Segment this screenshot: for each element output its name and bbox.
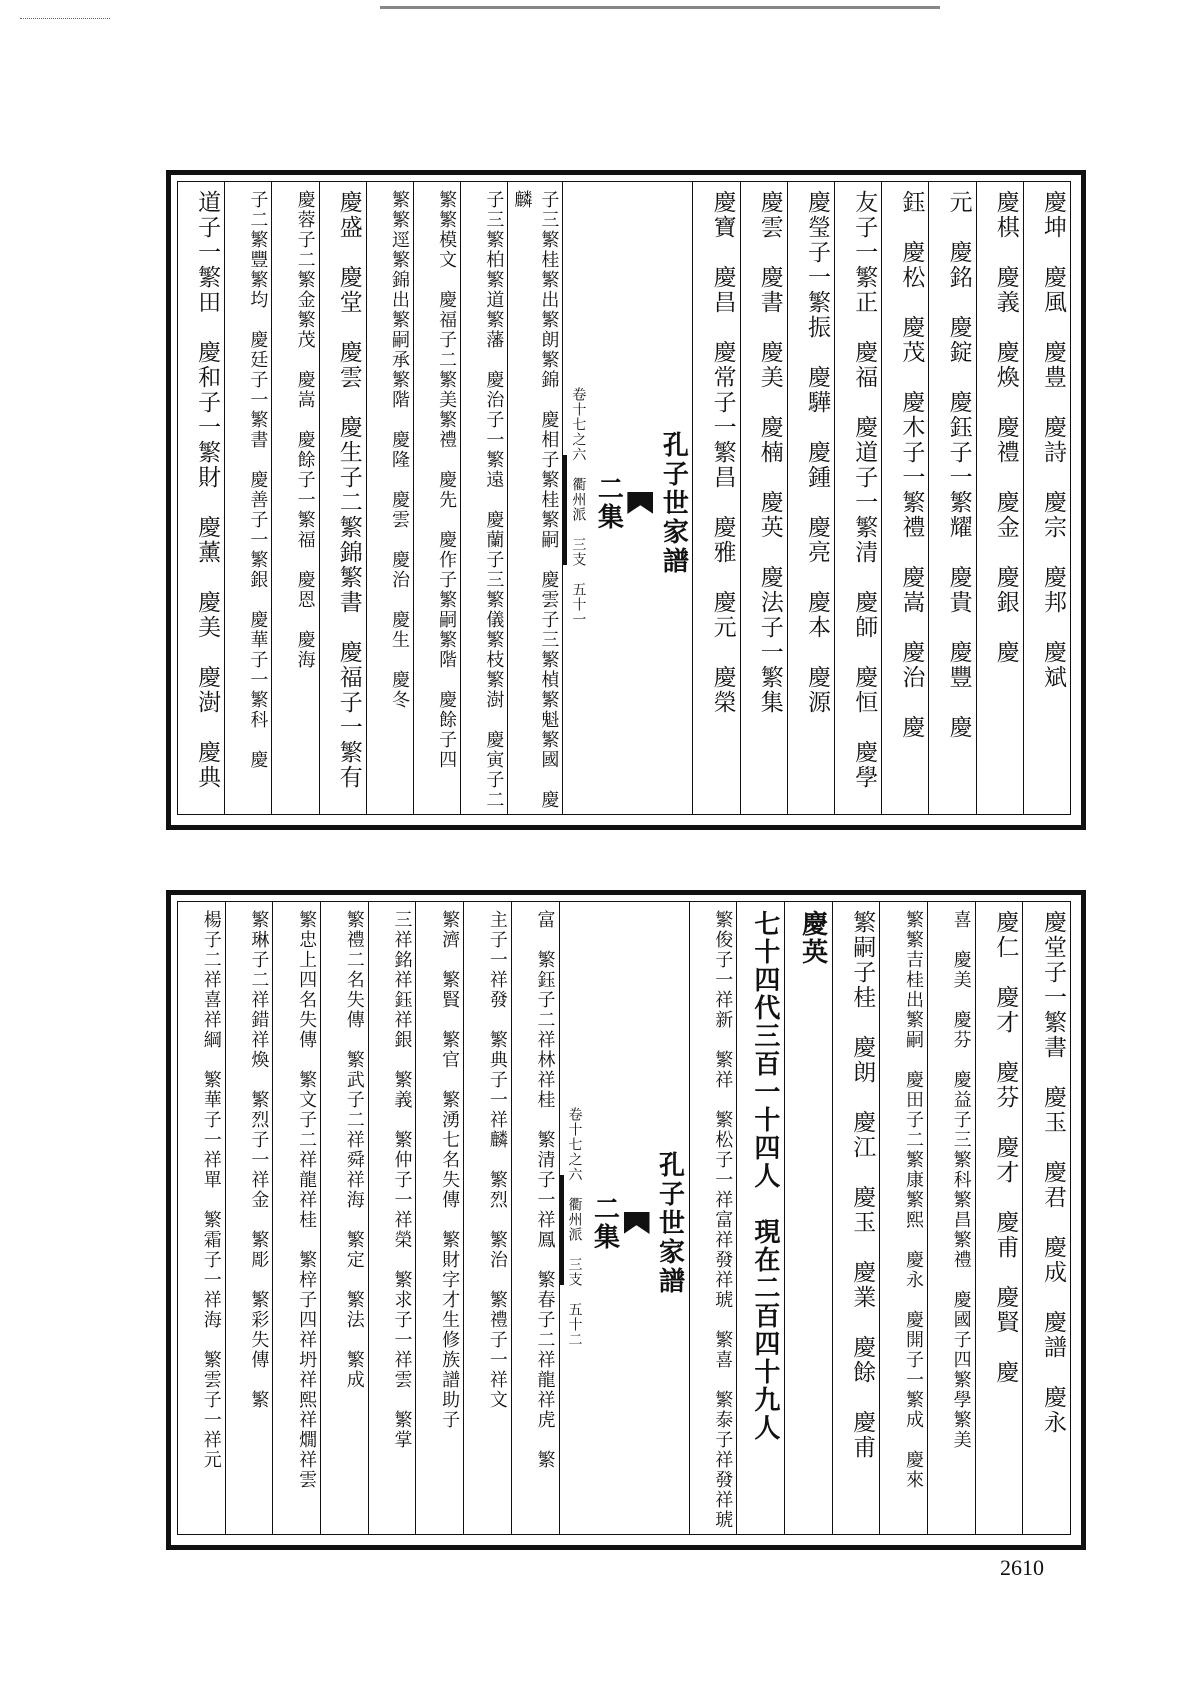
section-label: 卷十七之六 衢州派 三支 五十一 xyxy=(570,387,587,627)
text-column: 繁繁模文 慶福子二繁美繁禮 慶先 慶作子繁嗣繁階 慶餘子四 xyxy=(413,182,460,814)
text-column: 慶坤 慶風 慶豊 慶詩 慶宗 慶邦 慶斌 xyxy=(1023,182,1070,814)
text-column: 子三繁柏繁道繁藩 慶治子一繁遠 慶蘭子三繁儀繁枝繁澍 慶寅子二 xyxy=(460,182,507,814)
center-title-column xyxy=(559,902,689,1534)
fishtail-mark-icon xyxy=(624,1212,650,1234)
generation-heading: 七十四代三百一十四人 現在二百四十九人 xyxy=(736,902,784,1534)
page-inner-frame xyxy=(177,901,1071,1535)
section-label: 卷十七之六 衢州派 三支 五十二 xyxy=(566,1107,583,1347)
volume-label: 二集 xyxy=(589,1195,620,1251)
text-column: 子二繁豐繁均 慶廷子一繁書 慶善子一繁銀 慶華子一繁科 慶 xyxy=(224,182,271,814)
text-column: 繁繁吉桂出繁嗣 慶田子二繁康繁熙 慶永 慶開子一繁成 慶來 xyxy=(879,902,927,1534)
center-bar xyxy=(560,1175,564,1285)
text-column: 富 繁鈺子二祥林祥桂 繁清子一祥鳳 繁春子二祥龍祥虎 繁 xyxy=(511,902,559,1534)
text-column: 繁嗣子桂 慶朗 慶江 慶玉 慶業 慶餘 慶甫 xyxy=(832,902,880,1534)
text-column: 繁繁逕繁錦出繁嗣承繁階 慶隆 慶雲 慶治 慶生 慶冬 xyxy=(366,182,413,814)
text-column: 繁琳子二祥錯祥煥 繁烈子一祥金 繁彫 繁彩失傳 繁 xyxy=(225,902,273,1534)
text-column: 友子一繁正 慶福 慶道子一繁清 慶師 慶恒 慶學 xyxy=(834,182,881,814)
text-column: 鈺 慶松 慶茂 慶木子一繁禮 慶嵩 慶治 慶 xyxy=(881,182,928,814)
fishtail-mark-icon xyxy=(627,492,653,514)
center-bar xyxy=(563,455,567,565)
top-edge-marks xyxy=(380,6,940,17)
text-column: 慶盛 慶堂 慶雲 慶生子二繁錦繁書 慶福子一繁有 xyxy=(319,182,366,814)
text-column: 慶棋 慶義 慶煥 慶禮 慶金 慶銀 慶 xyxy=(976,182,1023,814)
text-column: 慶雲 慶書 慶美 慶楠 慶英 慶法子一繁集 xyxy=(740,182,787,814)
text-column: 慶堂子一繁書 慶玉 慶君 慶成 慶譜 慶永 xyxy=(1022,902,1070,1534)
text-column: 繁俊子一祥新 繁祥 繁松子一祥富祥發祥琥 繁喜 繁泰子祥發祥琥 xyxy=(689,902,737,1534)
text-column: 慶蓉子二繁金繁茂 慶嵩 慶餘子一繁福 慶恩 慶海 xyxy=(271,182,318,814)
page-number: 2610 xyxy=(1000,1555,1044,1580)
text-column: 楊子二祥喜祥綱 繁華子一祥單 繁霜子一祥海 繁雲子一祥元 xyxy=(200,910,222,1470)
text-column: 繁忠上四名失傳 繁文子二祥龍祥桂 繁梓子四祥坍祥熙祥燗祥雲 xyxy=(272,902,320,1534)
text-column: 喜 慶美 慶芬 慶益子三繁科繁昌繁禮 慶國子四繁學繁美 xyxy=(927,902,975,1534)
text-column: 慶英 xyxy=(784,902,832,1534)
text-column: 慶寶 慶昌 慶常子一繁昌 慶雅 慶元 慶榮 xyxy=(692,182,739,814)
text-column: 慶瑩子一繁振 慶驊 慶鍾 慶亮 慶本 慶源 xyxy=(787,182,834,814)
page-inner-frame xyxy=(177,181,1071,815)
text-column: 子三繁桂繁出繁朗繁錦 慶相子繁桂繁嗣 慶雲子三繁楨繁魁繁國 慶麟 xyxy=(507,182,562,814)
text-column: 主子一祥發 繁典子一祥麟 繁烈 繁治 繁禮子一祥文 xyxy=(463,902,511,1534)
text-column: 繁禮二名失傳 繁武子二祥舜祥海 繁定 繁法 繁成 xyxy=(320,902,368,1534)
genealogy-page-51 xyxy=(166,170,1086,830)
top-dotted-mark xyxy=(20,18,110,20)
text-column: 元 慶銘 慶錠 慶鈺子一繁耀 慶貴 慶豐 慶 xyxy=(928,182,975,814)
volume-label: 二集 xyxy=(593,475,624,531)
center-title-column xyxy=(562,182,692,814)
text-column: 三祥銘祥鈺祥銀 繁義 繁仲子一祥榮 繁求子一祥雲 繁掌 xyxy=(368,902,416,1534)
book-title: 孔子世家譜 xyxy=(654,1150,685,1296)
genealogy-page-52 xyxy=(166,890,1086,1550)
text-column: 慶仁 慶才 慶芬 慶才 慶甫 慶賢 慶 xyxy=(975,902,1023,1534)
text-column: 道子一繁田 慶和子一繁財 慶薰 慶美 慶澍 慶典 xyxy=(194,190,221,790)
book-title: 孔子世家譜 xyxy=(658,430,689,576)
text-column: 繁濟 繁賢 繁官 繁湧七名失傳 繁財字才生修族譜助子 xyxy=(415,902,463,1534)
